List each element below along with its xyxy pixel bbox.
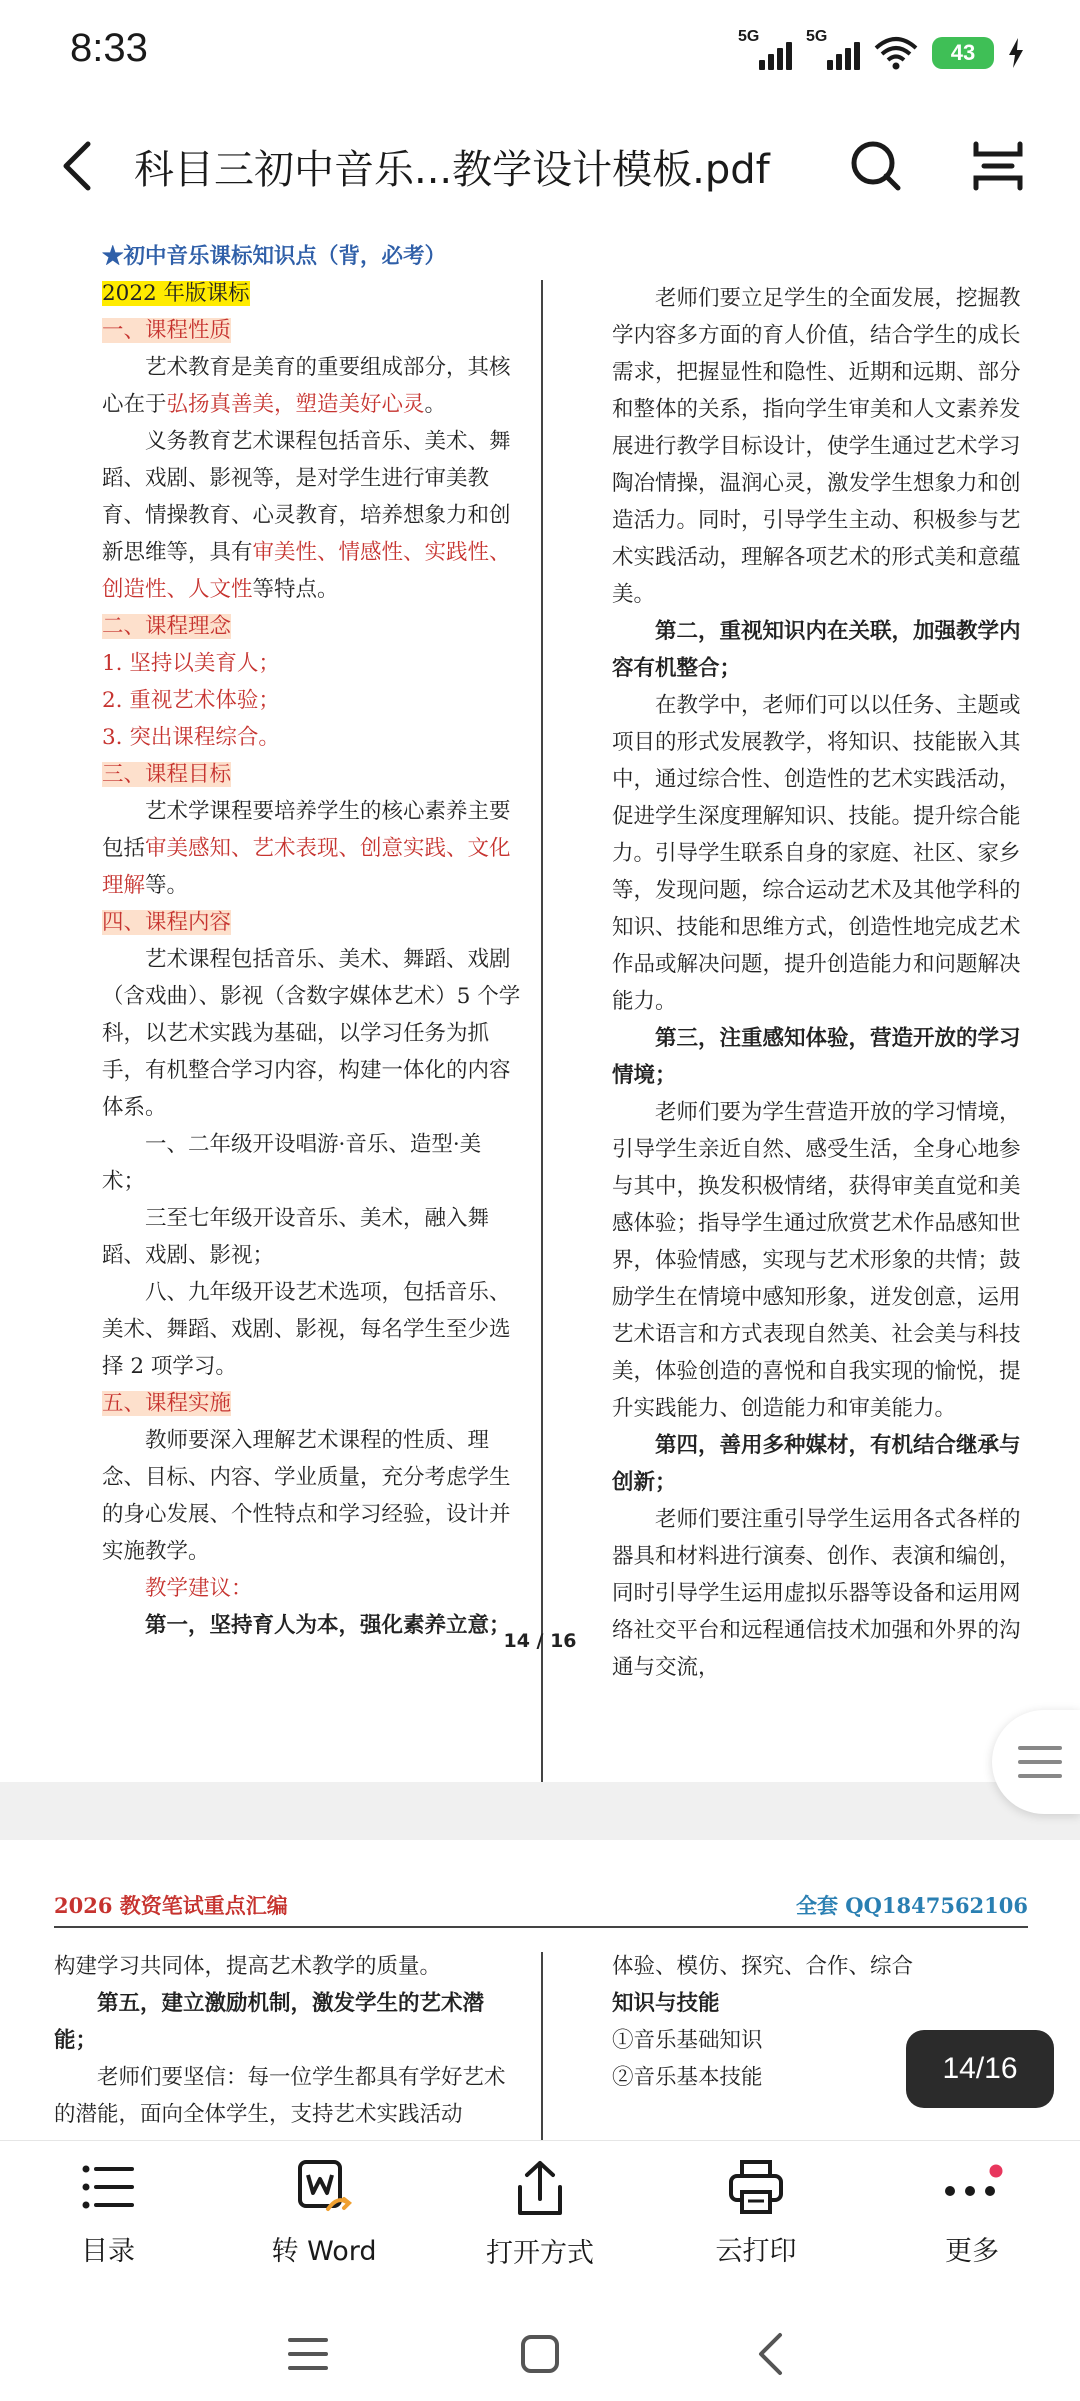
more-icon (940, 2159, 1004, 2215)
paragraph: 老师们要坚信：每一位学生都具有学好艺术的潜能，面向全体学生，支持艺术实践活动 (54, 2065, 506, 2127)
document-title: 科目三初中音乐...教学设计模板.pdf (134, 147, 770, 193)
page-indicator-badge: 14/16 (906, 2030, 1054, 2108)
system-nav-bar (0, 2290, 1080, 2401)
page-header-title: 2026 教资笔试重点汇编 (54, 1893, 288, 1918)
paragraph: 在教学中，老师们可以以任务、主题或项目的形式发展教学，将知识、技能嵌入其中，通过综合性、创造性的艺术实践活动，促进学生深度理解知识、技能。提升综合能力。引导学生联系自身的家庭、社区、家乡等，发现问题，综合运动艺术及其他学科的知识、技能和思维方式，创造性地完成艺术作品或解决问题，提升创造能力和问题解决能力。 (612, 693, 1021, 1014)
edition-label: 2022 年版课标 (102, 281, 250, 306)
paragraph: 义务教育艺术课程包括音乐、美术、舞蹈、戏剧、影视等，是对学生进行审美教育、情操教育、心灵教育，培养想象力和创新思维等，具有审美性、情感性、实践性、创造性、人文性等特点。 (102, 429, 511, 602)
paragraph: 老师们要注重引导学生运用各式各样的器具和材料进行演奏、创作、表演和编创，同时引导学生运用虚拟乐器等设备和运用网络社交平台和远程通信技术加强和外界的沟通与交流， (612, 1507, 1021, 1680)
status-icons (738, 30, 1024, 76)
column-divider (541, 280, 543, 1828)
list-item: 3. 突出课程综合。 (102, 725, 280, 750)
battery-icon: 43 (932, 37, 994, 69)
reading-mode-icon[interactable] (972, 140, 1024, 192)
bold-heading: 第四，善用多种媒材，有机结合继承与创新； (612, 1433, 1021, 1495)
section-title: 二、课程理念 (102, 614, 232, 639)
home-icon[interactable] (520, 2334, 560, 2374)
page-right-column (612, 280, 1030, 1686)
bold-heading: 第一，坚持育人为本，强化素养立意； (145, 1613, 511, 1638)
paragraph: 体验、模仿、探究、合作、综合 (612, 1954, 914, 1979)
printer-icon (727, 2159, 785, 2215)
list-item: 2. 重视艺术体验； (102, 688, 280, 713)
column-divider (541, 1952, 543, 2142)
network-type-label: 5G (738, 28, 760, 45)
list-item: ①音乐基础知识 (612, 2028, 763, 2053)
toolbar-label: 打开方式 (486, 2238, 594, 2269)
section-heading: ★初中音乐课标知识点（背，必考） (102, 244, 447, 269)
pdf-viewer[interactable] (0, 222, 1080, 2142)
subheading: 教学建议： (145, 1576, 253, 1601)
wifi-icon (874, 36, 918, 70)
paragraph: 三至七年级开设音乐、美术，融入舞蹈、戏剧、影视； (102, 1206, 490, 1268)
toolbar-cloud-print-button[interactable] (666, 2159, 846, 2268)
status-bar (0, 0, 1080, 100)
paragraph: 一、二年级开设唱游·音乐、造型·美术； (102, 1132, 482, 1194)
toolbar-open-with-button[interactable] (450, 2159, 630, 2270)
section-title: 四、课程内容 (102, 910, 232, 935)
section-title: 五、课程实施 (102, 1391, 232, 1416)
paragraph: 八、九年级开设艺术选项，包括音乐、美术、舞蹈、戏剧、影视，每名学生至少选择 2 项学习。 (102, 1280, 511, 1379)
list-item: ②音乐基本技能 (612, 2065, 763, 2090)
word-convert-icon (294, 2159, 354, 2215)
list-item: 1. 坚持以美育人； (102, 651, 280, 676)
section-title: 一、课程性质 (102, 318, 232, 343)
paragraph: 老师们要为学生营造开放的学习情境，引导学生亲近自然、感受生活，全身心地参与其中，换发积极情绪，获得审美直觉和美感体验；指导学生通过欣赏艺术作品感知世界，体验情感，实现与艺术形象的共情；鼓励学生在情境中感知形象，迸发创意，运用艺术语言和方式表现自然美、社会美与科技美，体验创造的喜悦和自我实现的愉悦，提升实践能力、创造能力和审美能力。 (612, 1100, 1021, 1421)
section-title: 三、课程目标 (102, 762, 232, 787)
search-icon[interactable] (848, 138, 904, 194)
page-left-column (54, 1948, 522, 2133)
paragraph: 艺术教育是美育的重要组成部分，其核心在于弘扬真善美，塑造美好心灵。 (102, 355, 511, 417)
paragraph: 构建学习共同体，提高艺术教学的质量。 (54, 1954, 442, 1979)
bold-heading: 第三，注重感知体验，营造开放的学习情境； (612, 1026, 1021, 1088)
page-header-contact: 全套 QQ1847562106 (795, 1893, 1028, 1918)
header-rule (54, 1926, 1028, 1928)
title-bar (0, 110, 1080, 220)
toolbar-to-word-button[interactable] (234, 2159, 414, 2268)
share-icon (512, 2159, 568, 2217)
bold-heading: 第二，重视知识内在关联，加强教学内容有机整合； (612, 619, 1021, 681)
menu-icon (1018, 1744, 1062, 1780)
back-arrow-icon[interactable] (58, 140, 98, 192)
network-type-label: 5G (806, 28, 828, 45)
back-icon[interactable] (756, 2332, 784, 2376)
toolbar-more-button[interactable] (882, 2159, 1062, 2268)
paragraph: 艺术学课程要培养学生的核心素养主要包括审美感知、艺术表现、创意实践、文化理解等。 (102, 799, 511, 898)
toolbar-label: 云打印 (715, 2236, 797, 2267)
paragraph: 艺术课程包括音乐、美术、舞蹈、戏剧（含戏曲）、影视（含数字媒体艺术）5 个学科，以艺术实践为基础，以学习任务为抓手，有机整合学习内容，构建一体化的内容体系。 (102, 947, 521, 1120)
bold-heading: 第五，建立激励机制，激发学生的艺术潜能； (54, 1991, 485, 2053)
toolbar-label: 转 Word (271, 2236, 377, 2267)
status-time: 8:33 (70, 26, 148, 70)
bottom-toolbar (0, 2140, 1080, 2291)
list-icon (80, 2159, 136, 2215)
charging-icon (1008, 38, 1024, 68)
paragraph: 老师们要立足学生的全面发展，挖掘教学内容多方面的育人价值，结合学生的成长需求，把握显性和隐性、近期和远期、部分和整体的关系，指向学生审美和人文素养发展进行教学目标设计，使学生通过艺术学习陶冶情操，温润心灵，激发学生想象力和创造活力。同时，引导学生主动、积极参与艺术实践活动，理解各项艺术的形式美和意蕴美。 (612, 286, 1021, 607)
notification-dot (990, 2165, 1003, 2178)
toolbar-label: 目录 (81, 2236, 135, 2267)
toolbar-label: 更多 (945, 2236, 999, 2267)
recent-apps-icon[interactable] (288, 2336, 328, 2372)
paragraph: 教师要深入理解艺术课程的性质、理念、目标、内容、学业质量，充分考虑学生的身心发展、个性特点和学习经验，设计并实施教学。 (102, 1428, 511, 1564)
page-number: 14 / 16 (503, 1630, 577, 1652)
signal-icon (738, 28, 792, 74)
page-left-column (102, 238, 522, 1644)
pdf-page-14 (0, 222, 1080, 1782)
signal-icon (806, 28, 860, 74)
bold-heading: 知识与技能 (612, 1991, 720, 2016)
toolbar-contents-button[interactable] (18, 2159, 198, 2268)
